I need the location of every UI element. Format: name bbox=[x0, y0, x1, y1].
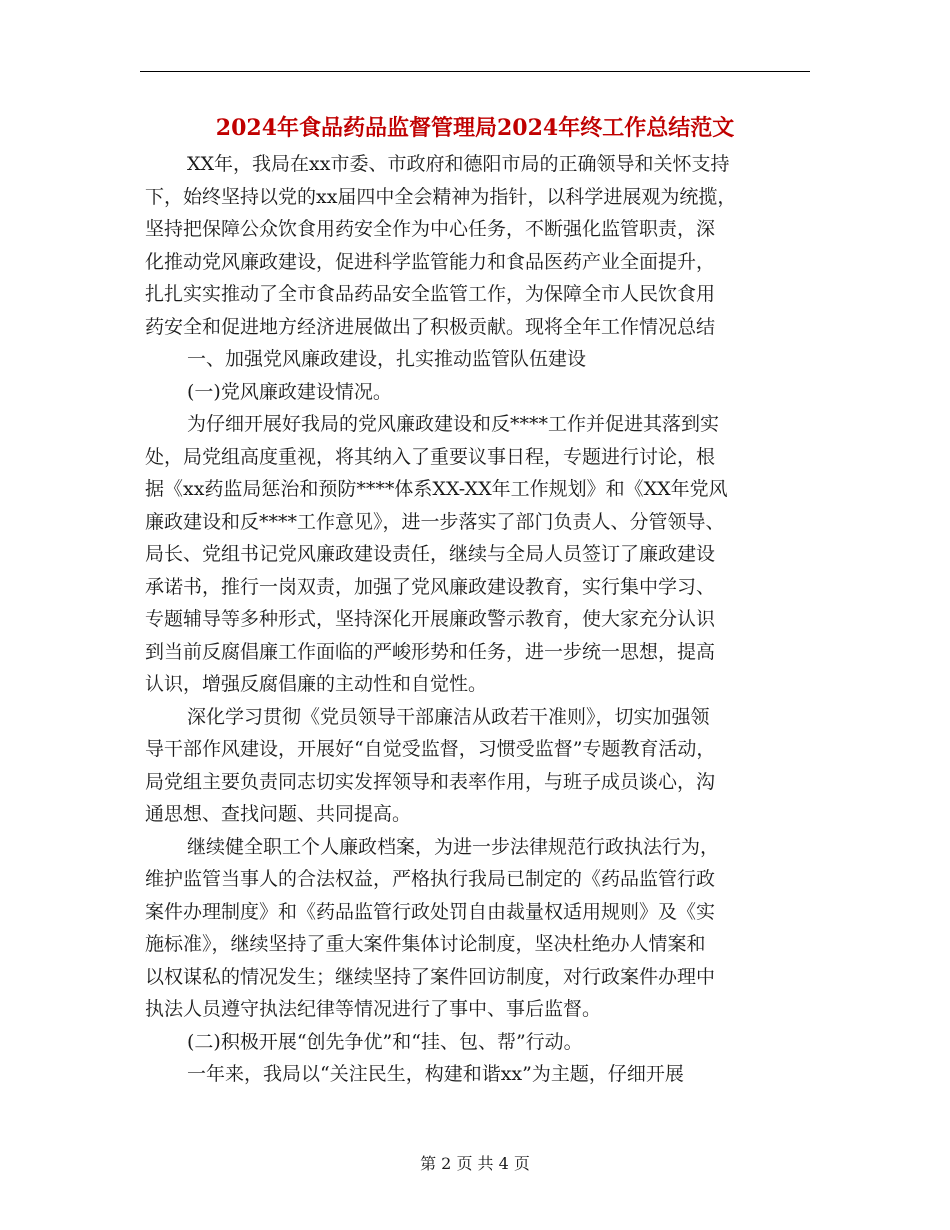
text-line: 通思想、查找问题、共同提高。 bbox=[145, 803, 412, 825]
text-line: 药安全和促进地方经济进展做出了积极贡献。现将全年工作情况总结 bbox=[145, 315, 716, 338]
paragraph bbox=[145, 1026, 815, 1059]
text-line: 施标准》，继续坚持了重大案件集体讨论制度，坚决杜绝办人情案和 bbox=[145, 933, 706, 955]
paragraph bbox=[145, 701, 815, 831]
document-title: 2024年食品药品监督管理局2024年终工作总结范文 bbox=[215, 115, 735, 141]
text-line: 继续健全职工个人廉政档案，为进一步法律规范行政执法行为， bbox=[187, 835, 720, 858]
header-rule bbox=[140, 71, 810, 72]
text-line: 以权谋私的情况发生；继续坚持了案件回访制度，对行政案件办理中 bbox=[145, 965, 716, 988]
text-line: 一年来，我局以“关注民生，构建和谐xx”为主题，仔细开展 bbox=[187, 1063, 684, 1085]
paragraph bbox=[145, 1058, 815, 1091]
text-line: 深化学习贯彻《党员领导干部廉洁从政若干准则》，切实加强领 bbox=[187, 705, 710, 728]
text-line: 局长、党组书记党风廉政建设责任，继续与全局人员签订了廉政建设 bbox=[145, 543, 716, 565]
text-line: 坚持把保障公众饮食用药安全作为中心任务，不断强化监管职责，深 bbox=[145, 218, 716, 240]
document-body bbox=[145, 148, 815, 1091]
text-line: 承诺书，推行一岗双责，加强了党风廉政建设教育，实行集中学习、 bbox=[145, 575, 716, 598]
text-line: 到当前反腐倡廉工作面临的严峻形势和任务，进一步统一思想，提高 bbox=[145, 640, 716, 663]
paragraph bbox=[145, 408, 815, 701]
paragraph bbox=[145, 376, 815, 409]
text-line: 专题辅导等多种形式，坚持深化开展廉政警示教育，使大家充分认识 bbox=[145, 608, 716, 630]
text-line: (二)积极开展“创先争优”和“挂、包、帮”行动。 bbox=[187, 1030, 583, 1053]
paragraph bbox=[145, 343, 815, 376]
paragraph bbox=[145, 831, 815, 1026]
page-number: 第 2 页 共 4 页 bbox=[420, 1154, 530, 1173]
text-line: 廉政建设和反****工作意见》，进一步落实了部门负责人、分管领导、 bbox=[145, 510, 725, 533]
text-line: 维护监管当事人的合法权益，严格执行我局已制定的《药品监管行政 bbox=[145, 868, 716, 890]
text-line: 扎扎实实推动了全市食品药品安全监管工作，为保障全市人民饮食用 bbox=[145, 283, 716, 305]
text-line: 一、加强党风廉政建设，扎实推动监管队伍建设 bbox=[187, 348, 587, 370]
text-line: 执法人员遵守执法纪律等情况进行了事中、事后监督。 bbox=[145, 998, 602, 1020]
text-line: 据《xx药监局惩治和预防****体系XX-XX年工作规划》和《XX年党风 bbox=[145, 478, 728, 500]
text-line: (一)党风廉政建设情况。 bbox=[187, 380, 392, 403]
text-line: 局党组主要负责同志切实发挥领导和表率作用，与班子成员谈心，沟 bbox=[145, 770, 716, 793]
text-line: 案件办理制度》和《药品监管行政处罚自由裁量权适用规则》及《实 bbox=[145, 900, 716, 923]
text-line: 下，始终坚持以党的xx届四中全会精神为指针，以科学进展观为统揽， bbox=[145, 185, 737, 208]
text-line: 化推动党风廉政建设，促进科学监管能力和食品医药产业全面提升， bbox=[145, 250, 716, 273]
text-line: 导干部作风建设，开展好“自觉受监督，习惯受监督”专题教育活动， bbox=[145, 738, 716, 760]
paragraph bbox=[145, 148, 815, 343]
text-line: 为仔细开展好我局的党风廉政建设和反****工作并促进其落到实 bbox=[187, 413, 720, 435]
text-line: 处，局党组高度重视，将其纳入了重要议事日程，专题进行讨论，根 bbox=[145, 445, 716, 468]
text-line: XX年，我局在xx市委、市政府和德阳市局的正确领导和关怀支持 bbox=[187, 153, 730, 175]
text-line: 认识，增强反腐倡廉的主动性和自觉性。 bbox=[145, 673, 488, 695]
